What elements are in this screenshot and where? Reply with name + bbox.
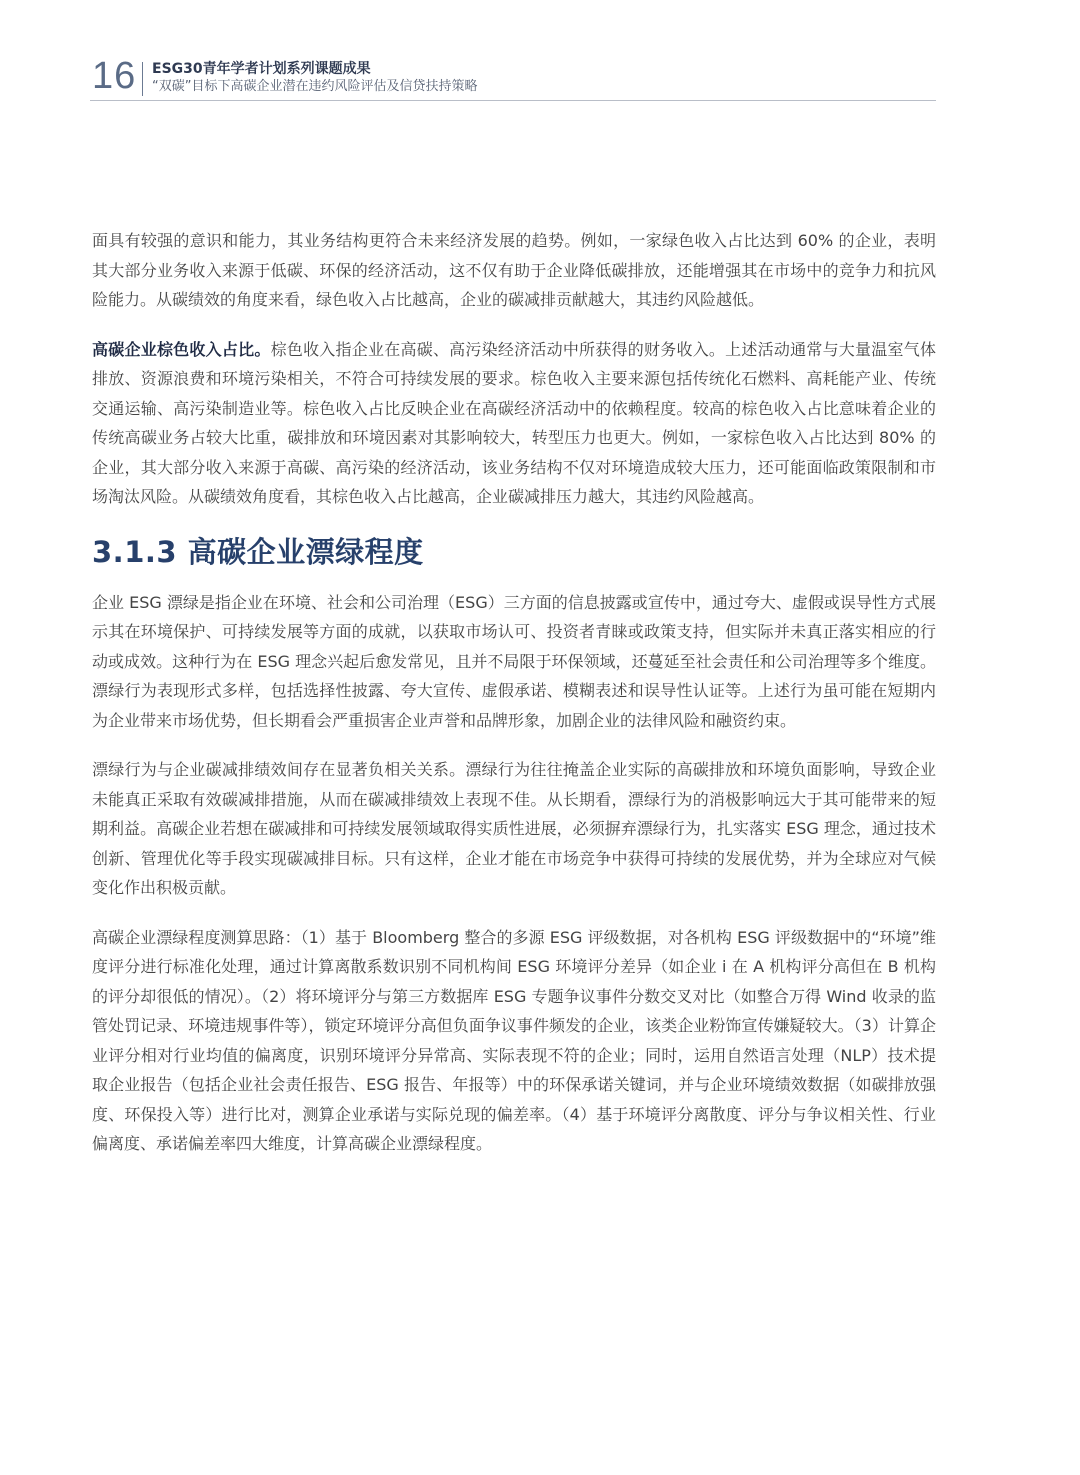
paragraph-greenwashing-carbon-performance: 漂绿行为与企业碳减排绩效间存在显著负相关关系。漂绿行为往往掩盖企业实际的高碳排放和环境负面影响，导致企业未能真正采取有效碳减排措施，从而在碳减排绩效上表现不佳。从长期看，漂绿行为的消极影响远大于其可能带来的短期利益。高碳企业若想在碳减排和可持续发展领域取得实质性进展，必须摒弃漂绿行为，扎实落实 ESG 理念，通过技术创新、管理优化等手段实现碳减排目标。只有这样，企业才能在市场竞争中获得可持续的发展优势，并为全球应对气候变化作出积极贡献。 [92, 760, 936, 897]
section-heading-greenwashing: 3.1.3 高碳企业漂绿程度 [92, 534, 424, 569]
header-divider [142, 62, 143, 96]
paragraph-green-revenue-continued: 面具有较强的意识和能力，其业务结构更符合未来经济发展的趋势。例如，一家绿色收入占比达到 60% 的企业，表明其大部分业务收入来源于低碳、环保的经济活动，这不仅有助于企业降低碳排放，还能增强其在市场中的竞争力和抗风险能力。从碳绩效的角度来看，绿色收入占比越高，企业的碳减排贡献越大，其违约风险越低。 [92, 231, 936, 309]
paragraph-brown-revenue-body: 棕色收入指企业在高碳、高污染经济活动中所获得的财务收入。上述活动通常与大量温室气体排放、资源浪费和环境污染相关，不符合可持续发展的要求。棕色收入主要来源包括传统化石燃料、高耗能产业、传统交通运输、高污染制造业等。棕色收入占比反映企业在高碳经济活动中的依赖程度。较高的棕色收入占比意味着企业的传统高碳业务占较大比重，碳排放和环境因素对其影响较大，转型压力也更大。例如，一家棕色收入占比达到 80% 的企业，其大部分收入来源于高碳、高污染的经济活动，该业务结构不仅对环境造成较大压力，还可能面临政策限制和市场淘汰风险。从碳绩效角度看，其棕色收入占比越高，企业碳减排压力越大，其违约风险越高。 [92, 339, 936, 506]
header-rule [90, 100, 936, 101]
report-title: “双碳”目标下高碳企业潜在违约风险评估及信贷扶持策略 [152, 79, 478, 94]
series-title: ESG30青年学者计划系列课题成果 [152, 61, 371, 77]
paragraph-greenwashing-definition: 企业 ESG 漂绿是指企业在环境、社会和公司治理（ESG）三方面的信息披露或宣传中，通过夸大、虚假或误导性方式展示其在环境保护、可持续发展等方面的成就，以获取市场认可、投资者青睐或政策支持，但实际并未真正落实相应的行动或成效。这种行为在 ESG 理念兴起后愈发常见，且并不局限于环保领域，还蔓延至社会责任和公司治理等多个维度。漂绿行为表现形式多样，包括选择性披露、夸大宣传、虚假承诺、模糊表述和误导性认证等。上述行为虽可能在短期内为企业带来市场优势，但长期看会严重损害企业声誉和品牌形象，加剧企业的法律风险和融资约束。 [92, 592, 936, 730]
page-number: 16 [92, 55, 137, 97]
paragraph-brown-revenue [92, 335, 936, 512]
paragraph-greenwashing-measurement: 高碳企业漂绿程度测算思路：（1）基于 Bloomberg 整合的多源 ESG 评级数据，对各机构 ESG 评级数据中的“环境”维度评分进行标准化处理，通过计算离散系数识别不同机构间 ESG 环境评分差异（如企业 i 在 A 机构评分高但在 B 机构的评分却很低的情况）。（2）将环境评分与第三方数据库 ESG 专题争议事件分数交叉对比（如整合万得 Wind 收录的监管处罚记录、环境违规事件等），锁定环境评分高但负面争议事件频发的企业，该类企业粉饰宣传嫌疑较大。（3）计算企业评分相对行业均值的偏离度，识别环境评分异常高、实际表现不符的企业；同时，运用自然语言处理（NLP）技术提取企业报告（包括企业社会责任报告、ESG 报告、年报等）中的环保承诺关键词，并与企业环境绩效数据（如碳排放强度、环保投入等）进行比对，测算企业承诺与实际兑现的偏差率。（4）基于环境评分离散度、评分与争议相关性、行业偏离度、承诺偏差率四大维度，计算高碳企业漂绿程度。 [92, 927, 936, 1153]
page-body [92, 226, 936, 1179]
paragraph-lead-brown-revenue: 高碳企业棕色收入占比。 [92, 339, 271, 359]
page-header [90, 55, 936, 102]
